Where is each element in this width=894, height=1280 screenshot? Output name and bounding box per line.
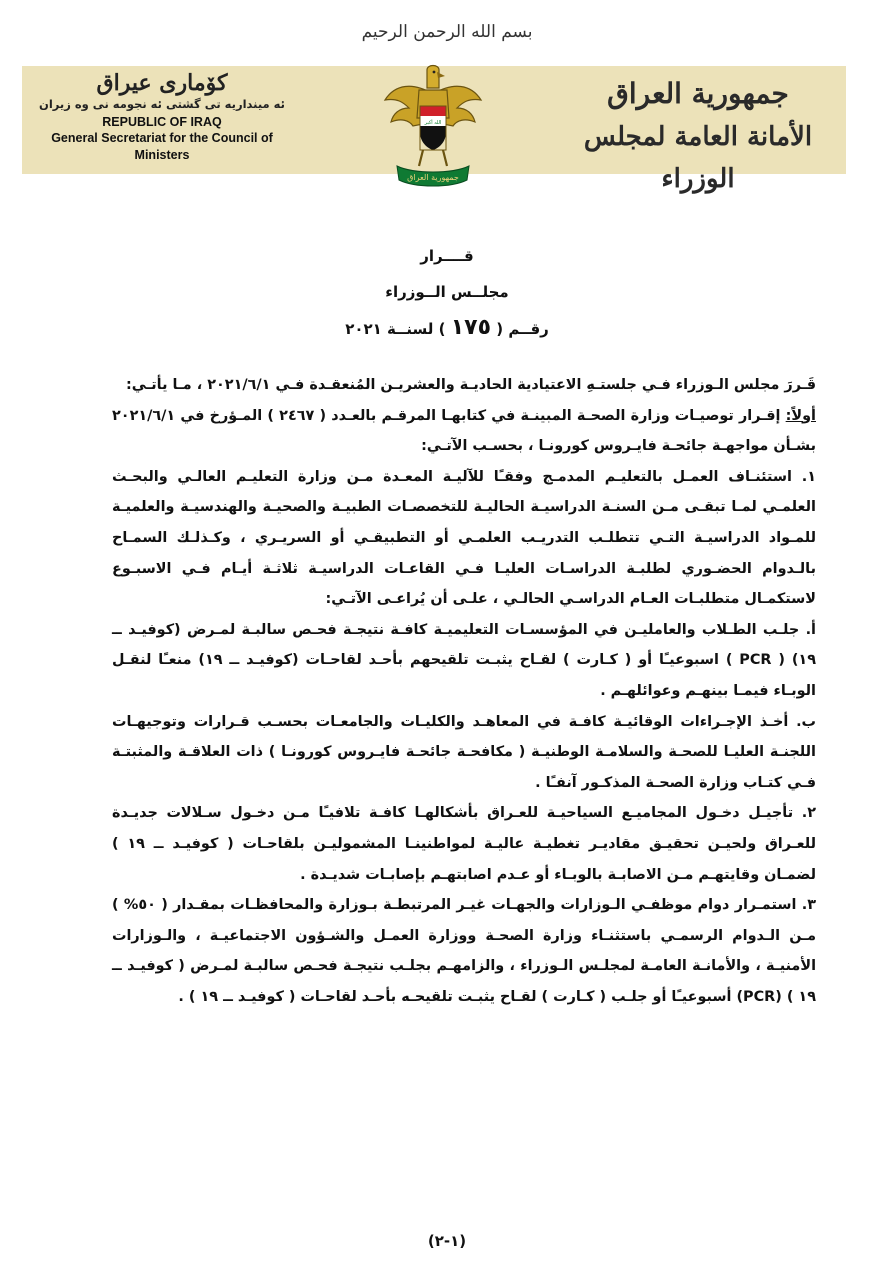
council-name: مجلــس الــوزراء <box>385 283 509 301</box>
iraq-eagle-emblem-icon <box>383 62 483 200</box>
page-number: (١-٢) <box>427 1232 467 1250</box>
english-secretariat-name: General Secretariat for the Council of Ministers <box>51 131 273 162</box>
english-country-name: REPUBLIC OF IRAQ <box>102 115 222 129</box>
item-1a: أ. جلـب الطـلاب والعامليـن في المؤسسـات التعليميـة كافـة نتيجـة فحـص سالبـة لمـرض (كوفيـد ــ ١٩) ( PCR ) اسبوعيـًا أو ( كـارت ) لقـاح يثبـت تلقيحهم بأحـد لقاحـات (كوفيـد ــ ١٩) منعـًا لنقـل الوبـاء فيمـا بينهـم وعوائلهـم . <box>112 621 816 699</box>
kurdish-country-name: كۆمارى عيراق <box>96 70 228 96</box>
decision-title-block <box>0 238 894 346</box>
decision-number-prefix: رقــم ( <box>496 320 549 338</box>
item-2: ٢. تأجيـل دخـول المجاميـع السياحيـة للعـراق بأشكالهـا كافـة تلافيـًا مـن دخـول سـلالات جديـدة للعـراق ولحيـن تحقيـق مقاديـر تغطيـة عاليـة لمواطنينـا المشموليـن بلقاحـات ( كوفيـد ــ ١٩ ) لضمـان وقايتهـم مـن الاصابـة بالوبـاء أو عـدم اصابتهـم بإصابـات شديـدة . <box>112 805 817 883</box>
first-clause-text: إقـرار توصيـات وزارة الصحـة المبينـة في كتابهـا المرقـم بالعـدد ( ٢٤٦٧ ) المـؤرخ في ٢٠٢١/٦/١ بشـأن مواجهـة جائحـة فايـروس كورونـا ، بحسـب الآتـي: <box>112 407 816 455</box>
arabic-country-name: جمهورية العراق <box>607 77 789 110</box>
letterhead-right-block <box>568 72 828 200</box>
arabic-secretariat-name: الأمانة العامة لمجلس الوزراء <box>583 122 813 194</box>
decision-number-line <box>0 310 894 346</box>
letterhead-left-block <box>32 70 292 164</box>
kurdish-secretariat-name: ئه مینداریه تی گشتی ئه نجومه نی وه زیران <box>39 97 285 111</box>
first-clause-label: أولاً: <box>785 407 816 424</box>
decision-heading: قــــرار <box>420 247 474 265</box>
first-clause <box>112 401 816 462</box>
emblem-scroll-text: جمهورية العراق <box>407 173 459 182</box>
decision-number-suffix: ) لسنــة ٢٠٢١ <box>345 320 446 338</box>
item-1: ١. استئنـاف العمـل بالتعليـم المدمـج وفقـًا للآليـة المعـدة مـن وزارة التعليـم العالـي والبحـث العلمـي لمـا تبقـى مـن السنـة الدراسيـة الحاليـة للتخصصـات الطبيـة والصحيـة والهندسيـة والعلميـة للمـواد الدراسيـة التـي تتطلـب التدريـب العلمـي أو التطبيقـي أو السريـري ، وكـذلـك السمـاح بالـدوام الحضـوري لطلبـة الدراسـات العليـا فـي القاعـات الدراسيـة ثلاثـة أيـام فـي الاسبـوع لاستكمـال متطلبـات العـام الدراسـي الحالـي ، علـى أن يُراعـى الآتـي: <box>112 468 816 608</box>
decision-number: ١٧٥ <box>450 315 492 340</box>
decision-body <box>112 370 816 1012</box>
basmala: بسم الله الرحمن الرحيم <box>361 22 533 42</box>
item-3: ٣. استمـرار دوام موظفـي الـوزارات والجهـات غيـر المرتبطـة بـوزارة والمحافظـات بمقـدار ( ٥٠% ) مـن الـدوام الرسمـي باستثنـاء وزارة الصحـة ووزارة العمـل والشـؤون الاجتماعيـة ، والـوزارات الأمنيـة ، والأمانـة العامـة لمجلـس الـوزراء ، والزامهـم بجلـب نتيجـة فحـص سالبـة لمـرض ( كوفيـد ــ ١٩ ) (PCR) أسبوعيـًا أو جلـب ( كـارت ) لقـاح يثبـت تلقيحـه بأحـد لقاحـات ( كوفيـد ــ ١٩ ) . <box>112 897 816 1005</box>
intro-paragraph: قَـررَ مجلس الـوزراء فـي جلستـهِ الاعتيادية الحاديـة والعشريـن المُنعقـدة فـي ٢٠٢١/٦/١ ، مـا يأتـي: <box>126 377 816 393</box>
svg-text:الله أكبر: الله أكبر <box>424 120 442 126</box>
item-1b: ب. أخـذ الإجـراءات الوقائيـة كافـة في المعاهـد والكليـات والجامعـات بحسـب قـرارات وتوجيهـات اللجنـة العليـا للصحـة والسلامـة الوطنيـة ( مكافحـة جائحـة فايـروس كورونـا ) ذات العلاقـة والمثبتـة فـي كتـاب وزارة الصحـة المذكـور آنفـًا . <box>112 713 816 791</box>
